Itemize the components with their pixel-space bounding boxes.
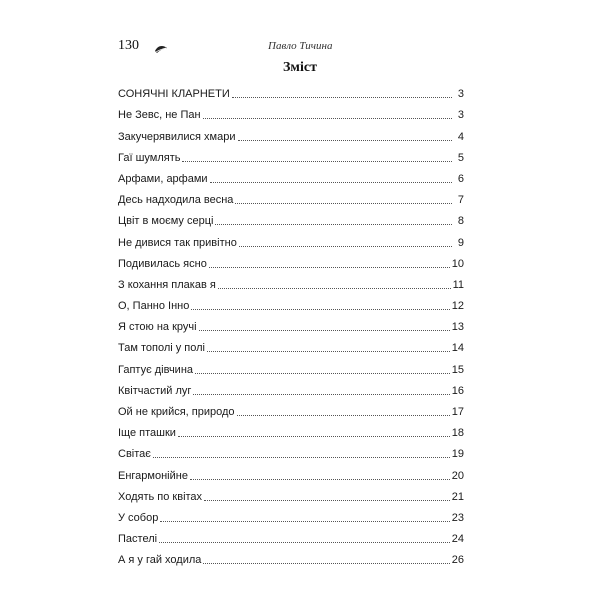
toc-entry-title: А я у гай ходила: [118, 554, 202, 567]
toc-entry-page: 3: [457, 109, 464, 122]
dot-leader: [191, 308, 449, 310]
toc-entry[interactable]: [118, 377, 464, 398]
toc-entry-page: 13: [451, 321, 464, 334]
dot-leader: [178, 435, 450, 437]
dot-leader: [160, 520, 449, 522]
dot-leader: [204, 499, 450, 501]
toc-entry-title: Арфами, арфами: [118, 172, 208, 185]
running-title: Павло Тичина: [268, 40, 333, 52]
toc-entry-page: 3: [457, 88, 464, 101]
toc-entry[interactable]: [118, 122, 464, 143]
toc-title: Зміст: [283, 60, 317, 75]
toc-entry[interactable]: [118, 398, 464, 419]
dot-leader: [237, 414, 450, 416]
dot-leader: [182, 160, 452, 162]
table-of-contents: [118, 80, 464, 567]
toc-entry-title: Світає: [118, 448, 151, 461]
toc-entry-page: 23: [451, 511, 464, 524]
dot-leader: [159, 541, 450, 543]
dot-leader: [199, 329, 450, 331]
toc-entry-page: 18: [451, 427, 464, 440]
dot-leader: [238, 139, 452, 141]
toc-entry[interactable]: [118, 440, 464, 461]
dot-leader: [193, 393, 449, 395]
toc-entry[interactable]: [118, 165, 464, 186]
toc-entry-page: 9: [457, 236, 464, 249]
toc-entry[interactable]: [118, 80, 464, 101]
toc-entry[interactable]: [118, 271, 464, 292]
dot-leader: [235, 202, 452, 204]
toc-entry-page: 10: [451, 257, 464, 270]
dot-leader: [190, 478, 450, 480]
toc-entry-title: У собор: [118, 511, 159, 524]
dot-leader: [218, 287, 451, 289]
toc-entry-title: Подивилась ясно: [118, 257, 207, 270]
toc-entry-title: Гаптує дівчина: [118, 363, 194, 376]
toc-entry[interactable]: [118, 101, 464, 122]
toc-entry[interactable]: [118, 355, 464, 376]
page-number: 130: [118, 38, 139, 53]
dot-leader: [195, 372, 450, 374]
toc-entry-title: Ой не крийся, природо: [118, 406, 235, 418]
toc-entry[interactable]: [118, 292, 464, 313]
toc-entry-title: Там тополі у полі: [118, 342, 205, 355]
dot-leader: [210, 181, 452, 183]
toc-entry[interactable]: [118, 546, 464, 567]
toc-entry-page: 7: [457, 194, 464, 207]
toc-entry-page: 12: [451, 300, 464, 313]
dot-leader: [232, 96, 452, 98]
dot-leader: [209, 266, 450, 268]
toc-entry-page: 15: [451, 363, 464, 376]
toc-entry[interactable]: [118, 504, 464, 525]
dot-leader: [203, 562, 449, 564]
toc-entry[interactable]: [118, 250, 464, 271]
dot-leader: [203, 117, 452, 119]
toc-entry-page: 16: [451, 384, 464, 397]
toc-entry-page: 24: [451, 533, 464, 546]
toc-entry-title: Я стою на кручі: [118, 321, 197, 334]
toc-entry-page: 19: [451, 448, 464, 461]
toc-entry-title: Ходять по квітах: [118, 490, 203, 503]
toc-entry-title: Десь надходила весна: [118, 194, 234, 207]
toc-entry-page: 5: [457, 151, 464, 164]
toc-entry-page: 8: [457, 215, 464, 228]
toc-entry-title: Квітчастий луг: [118, 384, 192, 397]
toc-entry-title: О, Панно Інно: [118, 300, 190, 313]
toc-entry-page: 11: [452, 278, 464, 291]
toc-entry[interactable]: [118, 419, 464, 440]
toc-entry-page: 4: [457, 130, 464, 143]
toc-entry-title: СОНЯЧНІ КЛАРНЕТИ: [118, 88, 230, 101]
page-header: [118, 38, 484, 58]
toc-entry-page: 14: [451, 342, 464, 355]
dot-leader: [207, 350, 450, 352]
toc-entry-title: Іще пташки: [118, 427, 176, 440]
toc-entry[interactable]: [118, 207, 464, 228]
toc-entry[interactable]: [118, 186, 464, 207]
dot-leader: [215, 223, 452, 225]
toc-entry-page: 6: [457, 172, 464, 185]
toc-entry[interactable]: [118, 483, 464, 504]
toc-entry[interactable]: [118, 313, 464, 334]
leaf-ornament-icon: [154, 41, 168, 51]
toc-entry-page: 20: [451, 469, 464, 482]
toc-entry[interactable]: [118, 525, 464, 546]
toc-entry-title: Гаї шумлять: [118, 151, 181, 164]
dot-leader: [239, 245, 452, 247]
toc-entry-page: 26: [451, 554, 464, 567]
toc-entry-title: Енгармонійне: [118, 469, 188, 482]
toc-entry-title: З кохання плакав я: [118, 278, 216, 291]
toc-entry-page: 17: [451, 406, 464, 418]
toc-entry[interactable]: [118, 334, 464, 355]
toc-entry[interactable]: [118, 228, 464, 249]
toc-entry-title: Цвіт в моєму серці: [118, 215, 214, 228]
toc-entry-title: Пастелі: [118, 533, 158, 546]
toc-entry-title: Не дивися так привітно: [118, 236, 237, 249]
dot-leader: [153, 456, 450, 458]
toc-entry-page: 21: [451, 490, 464, 503]
toc-entry-title: Не Зевс, не Пан: [118, 109, 201, 122]
toc-entry[interactable]: [118, 144, 464, 165]
toc-entry[interactable]: [118, 461, 464, 482]
toc-entry-title: Закучерявилися хмари: [118, 130, 236, 143]
